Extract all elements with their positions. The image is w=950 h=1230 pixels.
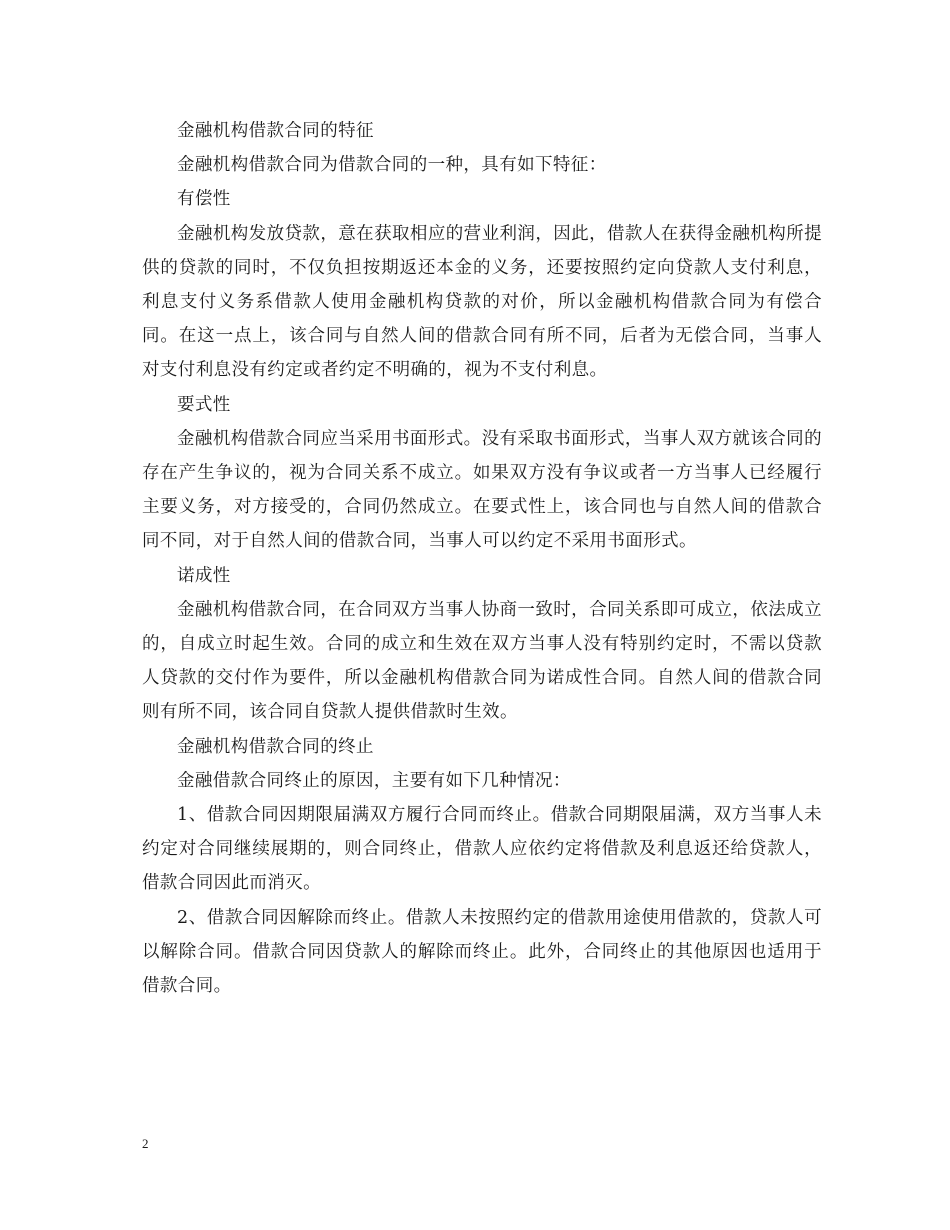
paragraph-compensatory: 金融机构发放贷款，意在获取相应的营业利润，因此，借款人在获得金融机构所提供的贷款的同时，不仅负担按期返还本金的义务，还要按照约定向贷款人支付利息，利息支付义务系借款人使用金融机构贷款的对价，所以金融机构借款合同为有偿合同。在这一点上，该合同与自然人间的借款合同有所不同，后者为无偿合同，当事人对支付利息没有约定或者约定不明确的，视为不支付利息。 <box>142 223 822 381</box>
termination-item-1: 1、借款合同因期限届满双方履行合同而终止。借款合同期限届满，双方当事人未约定对合同继续展期的，则合同终止，借款人应依约定将借款及利息返还给贷款人，借款合同因此而消灭。 <box>142 805 822 894</box>
subheading-consensual: 诺成性 <box>177 565 231 586</box>
section-heading-termination: 金融机构借款合同的终止 <box>177 736 374 757</box>
page-number: 2 <box>142 1136 149 1151</box>
paragraph-consensual: 金融机构借款合同，在合同双方当事人协商一致时，合同关系即可成立，依法成立的，自成立时起生效。合同的成立和生效在双方当事人没有特别约定时，不需以贷款人贷款的交付作为要件，所以金融机构借款合同为诺成性合同。自然人间的借款合同则有所不同，该合同自贷款人提供借款时生效。 <box>142 599 822 723</box>
intro-paragraph: 金融机构借款合同为借款合同的一种，具有如下特征： <box>177 155 607 176</box>
termination-item-2: 2、借款合同因解除而终止。借款人未按照约定的借款用途使用借款的，贷款人可以解除合同。借款合同因贷款人的解除而终止。此外，合同终止的其他原因也适用于借款合同。 <box>142 907 822 997</box>
subheading-compensatory: 有偿性 <box>177 189 231 210</box>
section-heading-features: 金融机构借款合同的特征 <box>177 121 374 141</box>
paragraph-formal: 金融机构借款合同应当采用书面形式。没有采取书面形式，当事人双方就该合同的存在产生争议的，视为合同关系不成立。如果双方没有争议或者一方当事人已经履行主要义务，对方接受的，合同仍然成立。在要式性上，该合同也与自然人间的借款合同不同，对于自然人间的借款合同，当事人可以约定不采用书面形式。 <box>142 428 822 552</box>
subheading-formal: 要式性 <box>177 394 231 415</box>
document-body <box>142 114 822 1003</box>
termination-intro-paragraph: 金融借款合同终止的原因，主要有如下几种情况： <box>177 770 571 791</box>
